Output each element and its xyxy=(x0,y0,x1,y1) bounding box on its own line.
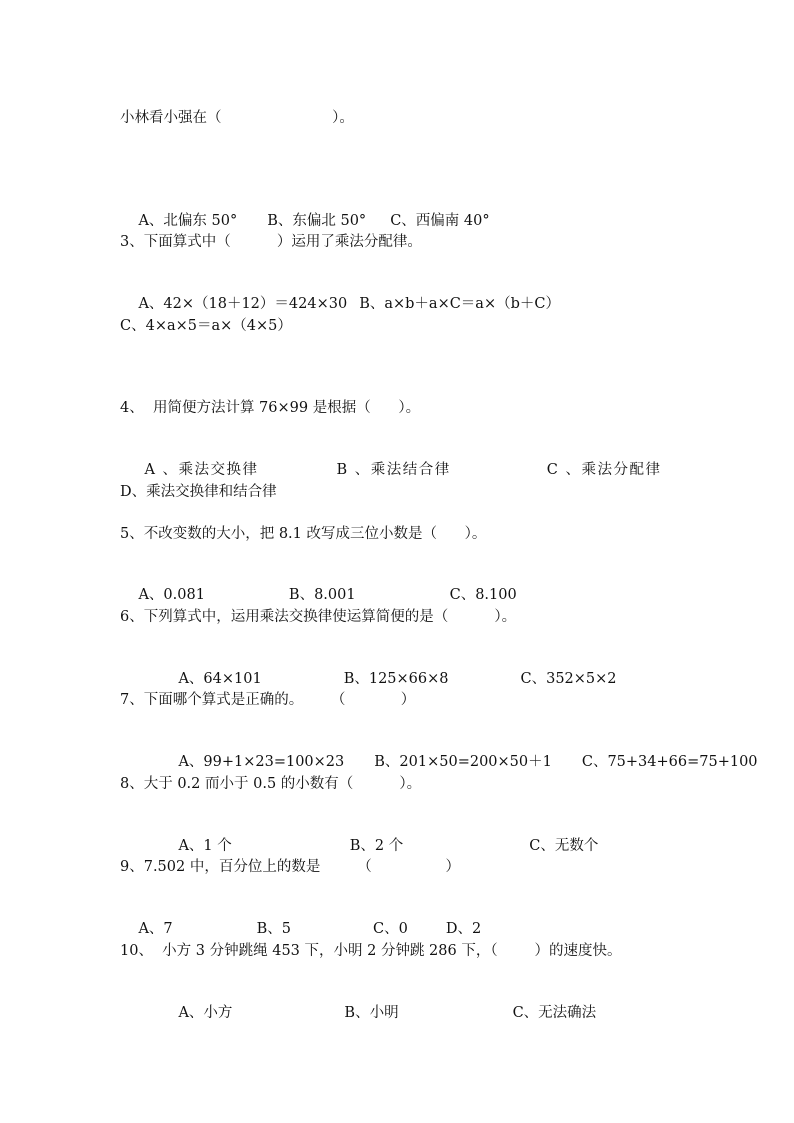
option-a: A、7 xyxy=(138,921,173,937)
option-c: C、75+34+66=75+100 xyxy=(581,754,758,770)
option-b: B 、乘法结合律 xyxy=(336,462,451,478)
question-4: 4、 用简便方法计算 76×99 是根据（ ）。 xyxy=(120,400,421,416)
option-c: C、8.100 xyxy=(449,587,517,603)
option-c: C、西偏南 40° xyxy=(390,213,490,229)
option-b: B、8.001 xyxy=(288,587,356,603)
option-b: B、a×b＋a×C＝a×（b＋C） xyxy=(359,296,560,312)
question-3: 3、下面算式中（ ）运用了乘法分配律。 xyxy=(120,234,422,250)
question-5: 5、不改变数的大小，把 8.1 改写成三位小数是（ ）。 xyxy=(120,526,487,542)
option-a: A、小方 xyxy=(178,1005,233,1021)
option-c: C、无数个 xyxy=(529,838,599,854)
option-c: C、352×5×2 xyxy=(520,671,617,687)
options-row xyxy=(160,983,596,1043)
option-a: A、1 个 xyxy=(178,838,232,854)
option-b: B、2 个 xyxy=(349,838,404,854)
option-a: A、99+1×23=100×23 xyxy=(178,754,345,770)
option-a: A、64×101 xyxy=(178,671,262,687)
option-a: A、42×（18＋12）＝424×30 xyxy=(138,296,348,312)
option-c: C、4×a×5＝a×（4×5） xyxy=(120,318,292,334)
option-d: D、乘法交换律和结合律 xyxy=(120,484,277,500)
question-6: 6、下列算式中，运用乘法交换律使运算简便的是（ ）。 xyxy=(120,609,517,625)
question-8: 8、大于 0.2 而小于 0.5 的小数有（ ）。 xyxy=(120,776,422,792)
option-c: C、0 xyxy=(373,921,408,937)
question-9: 9、7.502 中，百分位上的数是 （ ） xyxy=(120,859,460,875)
option-b: B、小明 xyxy=(344,1005,399,1021)
option-a: A、0.081 xyxy=(138,587,205,603)
question-7: 7、下面哪个算式是正确的。 （ ） xyxy=(120,692,416,708)
option-b: B、125×66×8 xyxy=(343,671,449,687)
option-b: B、201×50=200×50＋1 xyxy=(374,754,552,770)
option-c: C 、乘法分配律 xyxy=(546,462,662,478)
option-c: C、无法确法 xyxy=(512,1005,597,1021)
option-a: A 、乘法交换律 xyxy=(144,462,259,478)
question-10: 10、 小方 3 分钟跳绳 453 下，小明 2 分钟跳 286 下，（ ）的速度快。 xyxy=(120,943,622,959)
option-a: A、北偏东 50° xyxy=(138,213,238,229)
option-d: D、2 xyxy=(445,921,482,937)
option-b: B、5 xyxy=(256,921,292,937)
question-fragment: 小林看小强在（ ）。 xyxy=(120,110,354,126)
option-b: B、东偏北 50° xyxy=(267,213,367,229)
